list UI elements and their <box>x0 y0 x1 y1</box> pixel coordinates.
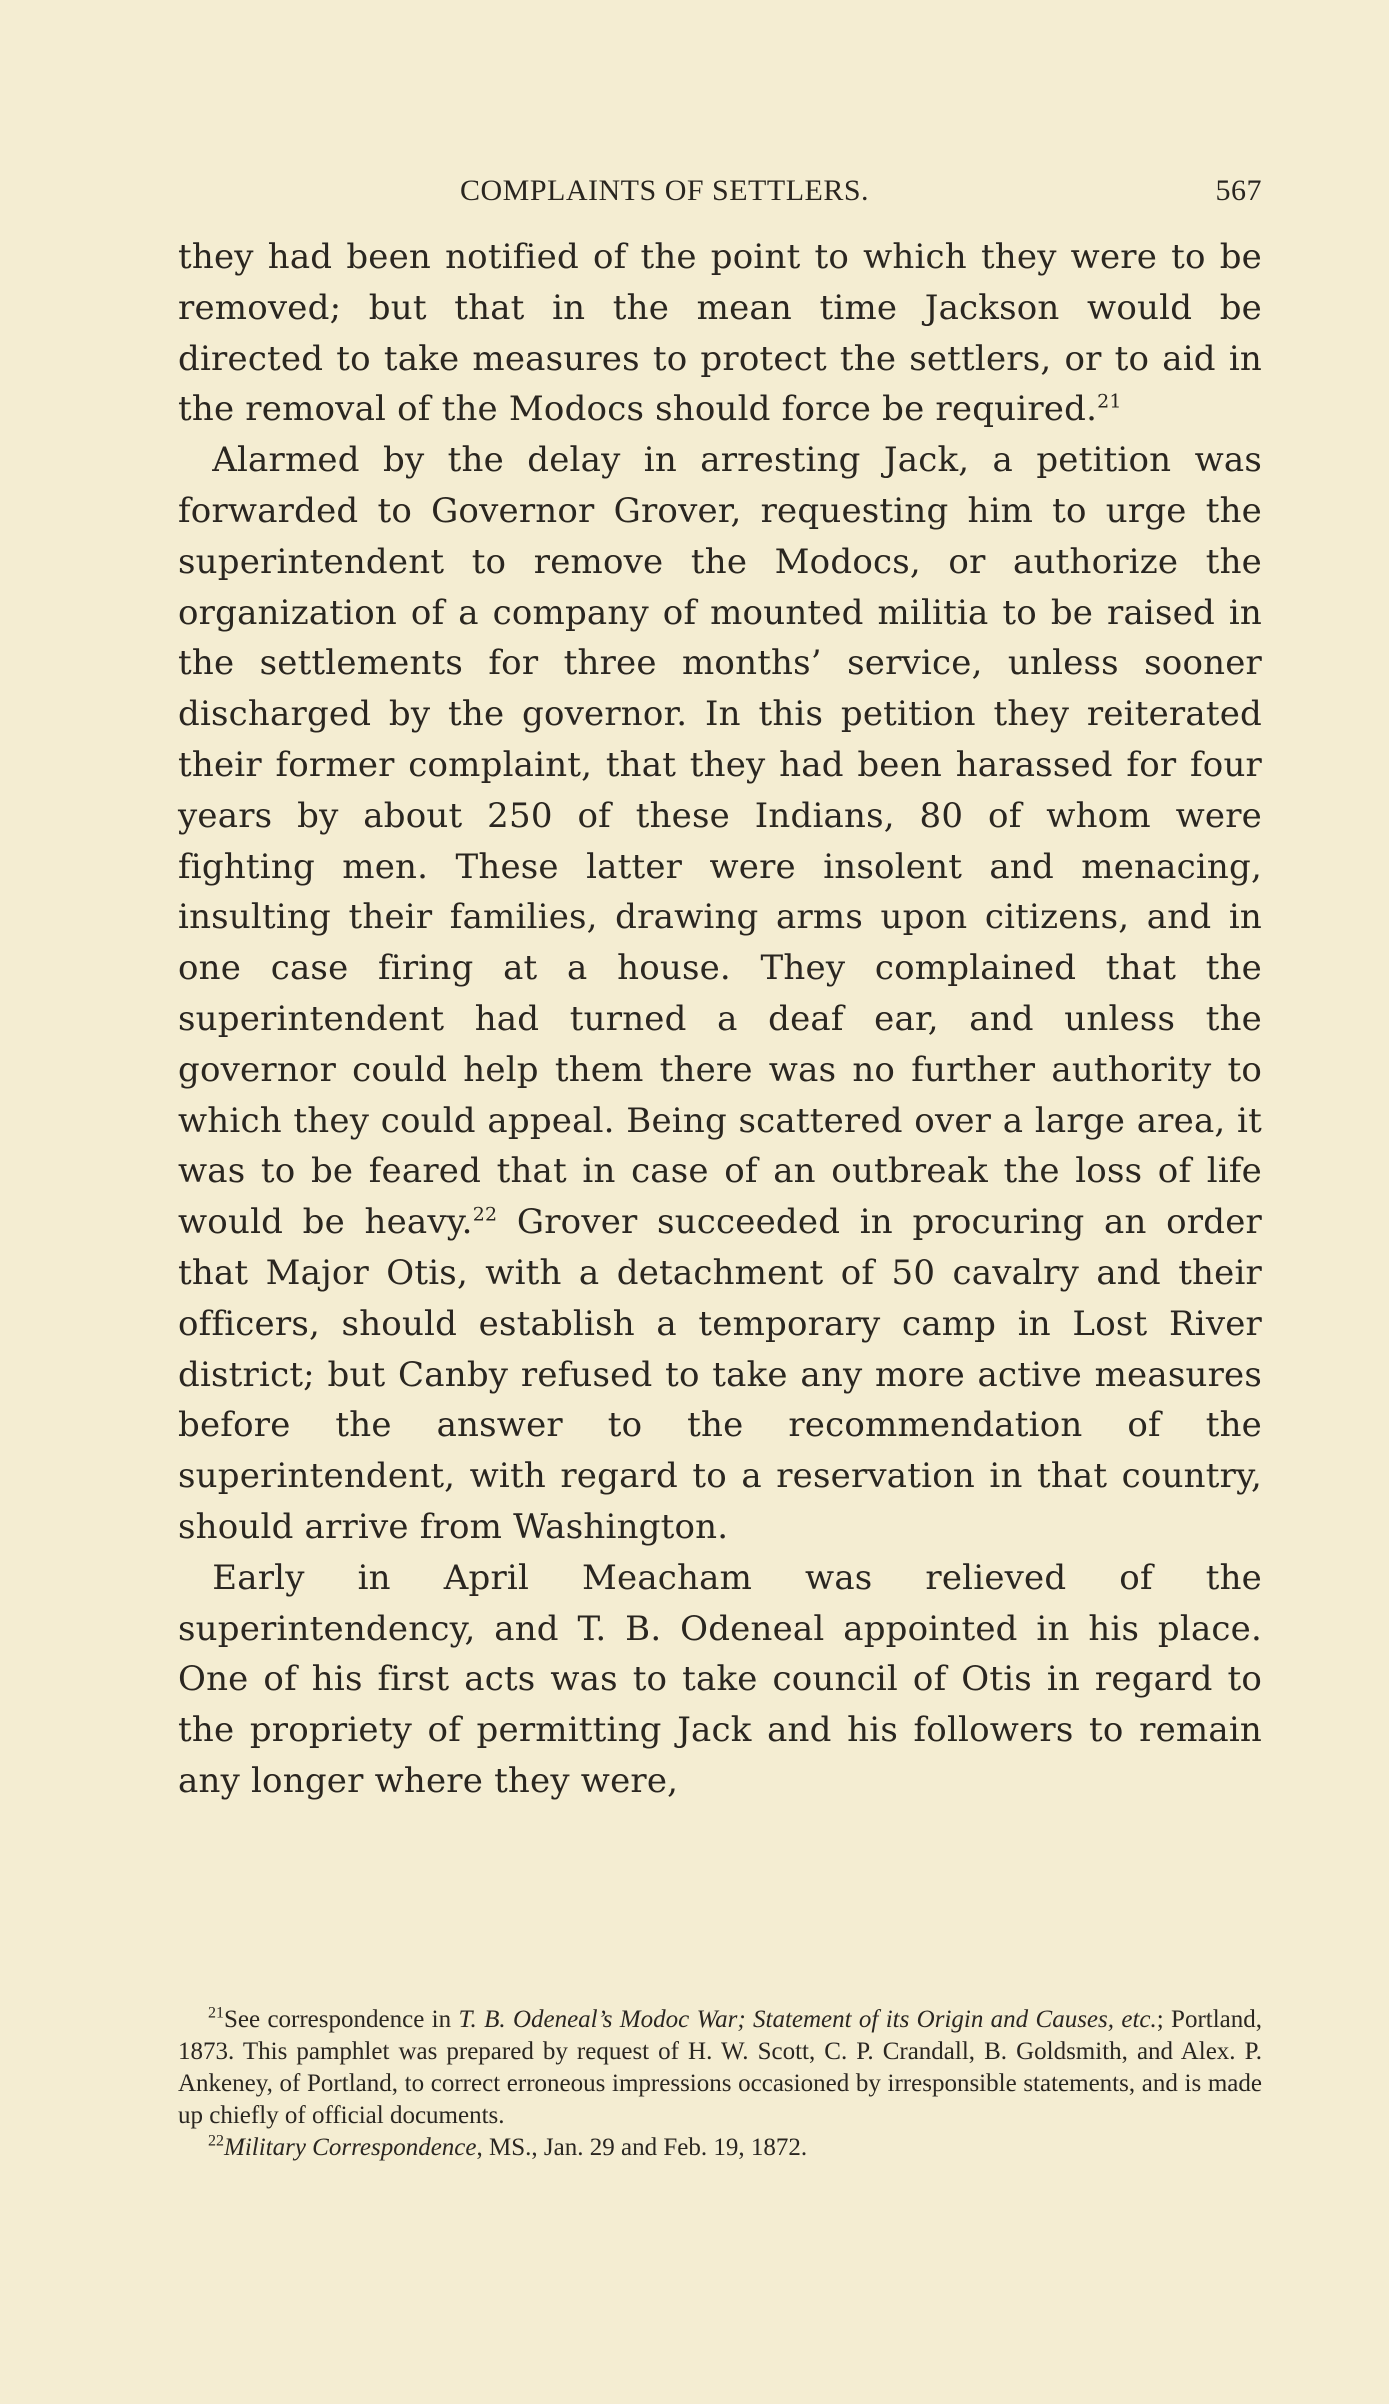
footnote-ref-21: 21 <box>1097 391 1122 414</box>
footnote-22-marker: 22 <box>208 2132 224 2150</box>
paragraph-1-text: they had been notified of the point to which they were to be removed; but that in the mean time Jackson would be directed to take measures to protect the settlers, or to aid in the removal of the Modocs should force be required. <box>178 237 1262 430</box>
running-head <box>178 160 1262 212</box>
footnote-21-title: T. B. Odeneal’s Modoc War; Statement of its Origin and Causes, etc. <box>458 2006 1157 2033</box>
footnote-22 <box>178 2132 1262 2164</box>
paragraph-1 <box>178 232 1262 435</box>
footnote-21-marker: 21 <box>208 2004 224 2022</box>
running-title: COMPLAINTS OF SETTLERS. <box>460 174 870 207</box>
paragraph-2-continuation: Grover succeeded in procuring an order that Major Otis, with a detachment of 50 cavalry and their officers, should establish a temporary camp in Lost River district; but Canby refused to take any more active measures before the answer to the recommendation of the superintendent, with regard to a reservation in that country, should arrive from Washington. <box>178 1202 1263 1547</box>
paragraph-2 <box>178 435 1262 1553</box>
body-text <box>178 232 1262 1807</box>
book-page <box>178 160 1263 2161</box>
footnote-ref-22: 22 <box>472 1203 498 1226</box>
paragraph-3-text: Early in April Meacham was relieved of the superintendency, and T. B. Odeneal appointed in his place. One of his first acts was to take council of Otis in regard to the propriety of permitting Jack and his followers to remain any longer where they were, <box>178 1557 1262 1801</box>
footnote-22-title: Military Correspondence <box>224 2134 477 2161</box>
footnote-21-lead: See correspondence in <box>224 2006 459 2033</box>
footnote-21 <box>178 2004 1262 2132</box>
footnote-21-rest: ; Portland, 1873. This pamphlet was prepared by request of H. W. Scott, C. P. Crandall, B. Goldsmith, and Alex. P. Ankeney, of Portland, to correct erroneous impressions occasioned by irresponsible statements, and is made up chiefly of official documents. <box>178 2006 1263 2129</box>
footnotes <box>178 2004 1262 2164</box>
page-number: 567 <box>1215 174 1262 207</box>
footnote-22-rest: , MS., Jan. 29 and Feb. 19, 1872. <box>476 2134 808 2161</box>
paragraph-2-text: Alarmed by the delay in arresting Jack, a petition was forwarded to Governor Grover, requesting him to urge the superintendent to remove the Modocs, or authorize the organization of a company of mounted militia to be raised in the settlements for three months’ service, unless sooner discharged by the governor. In this petition they reiterated their former complaint, that they had been harassed for four years by about 250 of these Indians, 80 of whom were fighting men. These latter were insolent and menacing, insulting their families, drawing arms upon citizens, and in one case firing at a house. They complained that the superintendent had turned a deaf ear, and unless the governor could help them there was no further authority to which they could appeal. Being scattered over a large area, it was to be feared that in case of an outbreak the loss of life would be heavy. <box>178 440 1262 1243</box>
paragraph-3 <box>178 1553 1262 1807</box>
